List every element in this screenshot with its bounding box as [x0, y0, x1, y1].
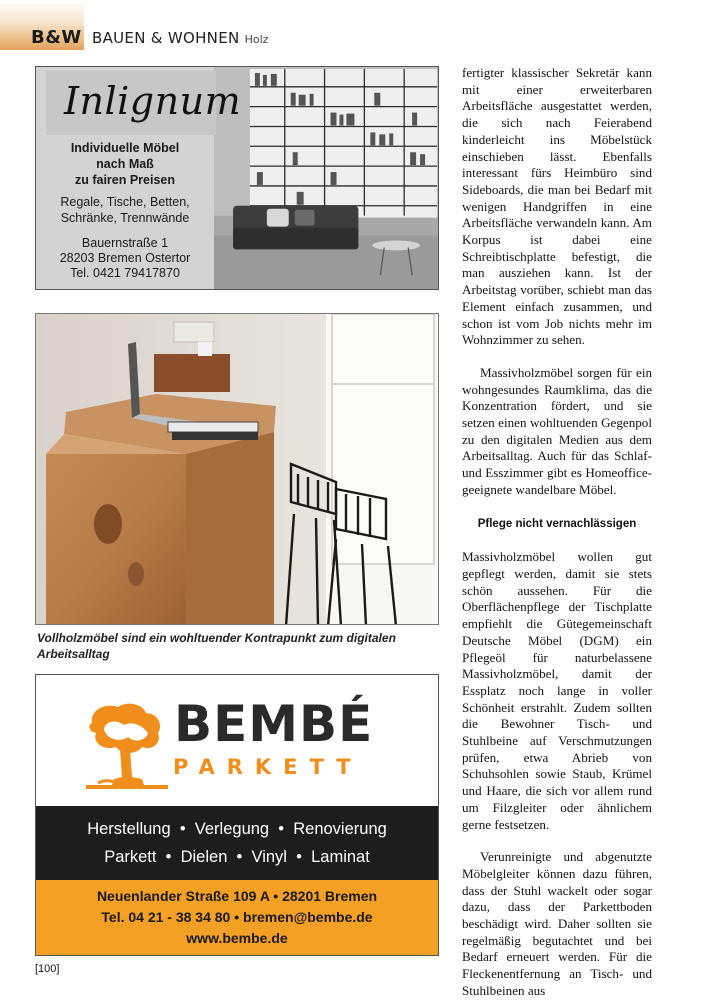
service-item: Herstellung [87, 820, 171, 838]
service-item: Vinyl [251, 848, 287, 866]
ad-address-street: Bauernstraße 1 [81, 236, 169, 250]
tree-logo-icon [84, 699, 170, 791]
bembe-services [36, 806, 438, 880]
section-subtitle: Holz [244, 33, 269, 46]
inlignum-ad [35, 66, 439, 290]
article-column [462, 65, 652, 1000]
inlignum-logo-text: Inlignum [64, 79, 242, 123]
service-item: Laminat [311, 848, 370, 866]
ad-address-city: 28203 Bremen Ostertor [59, 251, 191, 265]
ad-tagline-3: zu fairen Preisen [74, 173, 176, 187]
magazine-logo: B&W [31, 27, 82, 48]
service-item: Verlegung [194, 820, 270, 838]
bembe-address: Neuenlander Straße 109 A • 28201 Bremen [96, 888, 378, 904]
bembe-website: www.bembe.de [186, 930, 288, 946]
bembe-logo-area [36, 675, 438, 806]
bembe-phone-email: Tel. 04 21 - 38 34 80 • bremen@bembe.de [101, 909, 373, 925]
section-title [92, 29, 268, 47]
service-item: Renovierung [293, 820, 387, 838]
article-paragraph: Verunreinigte und abgenutzte Möbelgleiter können dazu führen, dass der Stuhl wackelt oder sogar dazu, dass der Parkettboden beschädigt wird. Daher sollten sie regelmäßig begutachtet und bei Bedarf erneuert werden. Für die Fleckenentfernung an Tisch- und Stuhlbeinen aus [462, 849, 652, 998]
service-item: Dielen [180, 848, 228, 866]
ad-address-phone: Tel. 0421 79417870 [70, 266, 180, 280]
inlignum-info-panel [36, 67, 242, 289]
services-row-2: Parkett • Dielen • Vinyl • Laminat [104, 848, 370, 866]
bembe-subbrand: PARKETT [173, 755, 363, 779]
bembe-contact [36, 880, 438, 955]
bembe-brand: BEMBÉ [174, 695, 374, 753]
ad-products-1: Regale, Tische, Betten, [60, 195, 190, 209]
article-paragraph: fertigter klassischer Sekretär kann mit einer erweiterbaren Arbeitsfläche ausgestattet werden, die sich nach Feierabend kinderleicht ins Möbelstück einschieben lässt. Ebenfalls interessant fürs Heimbüro sind Sideboards, die man bei Bedarf mit wenigen Handgriffen in eine Arbeitsfläche verwandeln kann. Am Korpus ist dabei eine Schreibtischplatte befestigt, die man ausziehen kann. Ist der Arbeitstag vorüber, schiebt man das Element einfach zusammen, und schon ist vom Job nichts mehr im Wohnzimmer zu sehen. [462, 65, 652, 348]
photo-caption: Vollholzmöbel sind ein wohltuender Kontrapunkt zum digitalen Arbeitsalltag [37, 631, 396, 661]
section-title-main: BAUEN & WOHNEN [92, 29, 240, 47]
inlignum-logo [46, 71, 242, 135]
article-subheading: Pflege nicht vernachlässigen [477, 517, 637, 530]
desk-photo-image [36, 314, 439, 625]
article-paragraph: Massivholzmöbel sorgen für ein wohngesundes Raumklima, das die Konzentration fördert, und sie setzen einen wohltuenden Gegenpol zu den digitalen Medien aus dem Arbeitsalltag. Auch für das Schlaf- und Esszimmer gibt es Homeoffice-geeignete wandelbare Möbel. [462, 364, 652, 497]
desk-photo [35, 313, 439, 625]
service-item: Parkett [104, 848, 157, 866]
article-paragraph: Massivholzmöbel wollen gut gepflegt werden, damit sie stets schön aussehen. Für die Oberflächenpflege der Tischplatte empfiehlt die Gütegemeinschaft Deutsche Möbel (DGM) ein Pflegeöl für naturbelassene Massivholzmöbel, damit der Essplatz noch lange in voller Schönheit erstrahlt. Zudem sollten die Bewohner Tisch- und Stuhlbeine auf Verschmutzungen prüfen, etwa Abrieb von Schuhsohlen sowie Staub, Krümel und Haare, die sich vor allem rund um Filzgleiter oder ähnlichem gerne festsetzen. [462, 549, 652, 832]
services-row-1: Herstellung • Verlegung • Renovierung [87, 820, 387, 838]
ad-products-2: Schränke, Trennwände [60, 211, 190, 225]
page-number: [100] [35, 963, 60, 975]
ad-tagline-1: Individuelle Möbel [70, 141, 180, 155]
bembe-ad [35, 674, 439, 956]
ad-tagline-2: nach Maß [96, 157, 154, 171]
